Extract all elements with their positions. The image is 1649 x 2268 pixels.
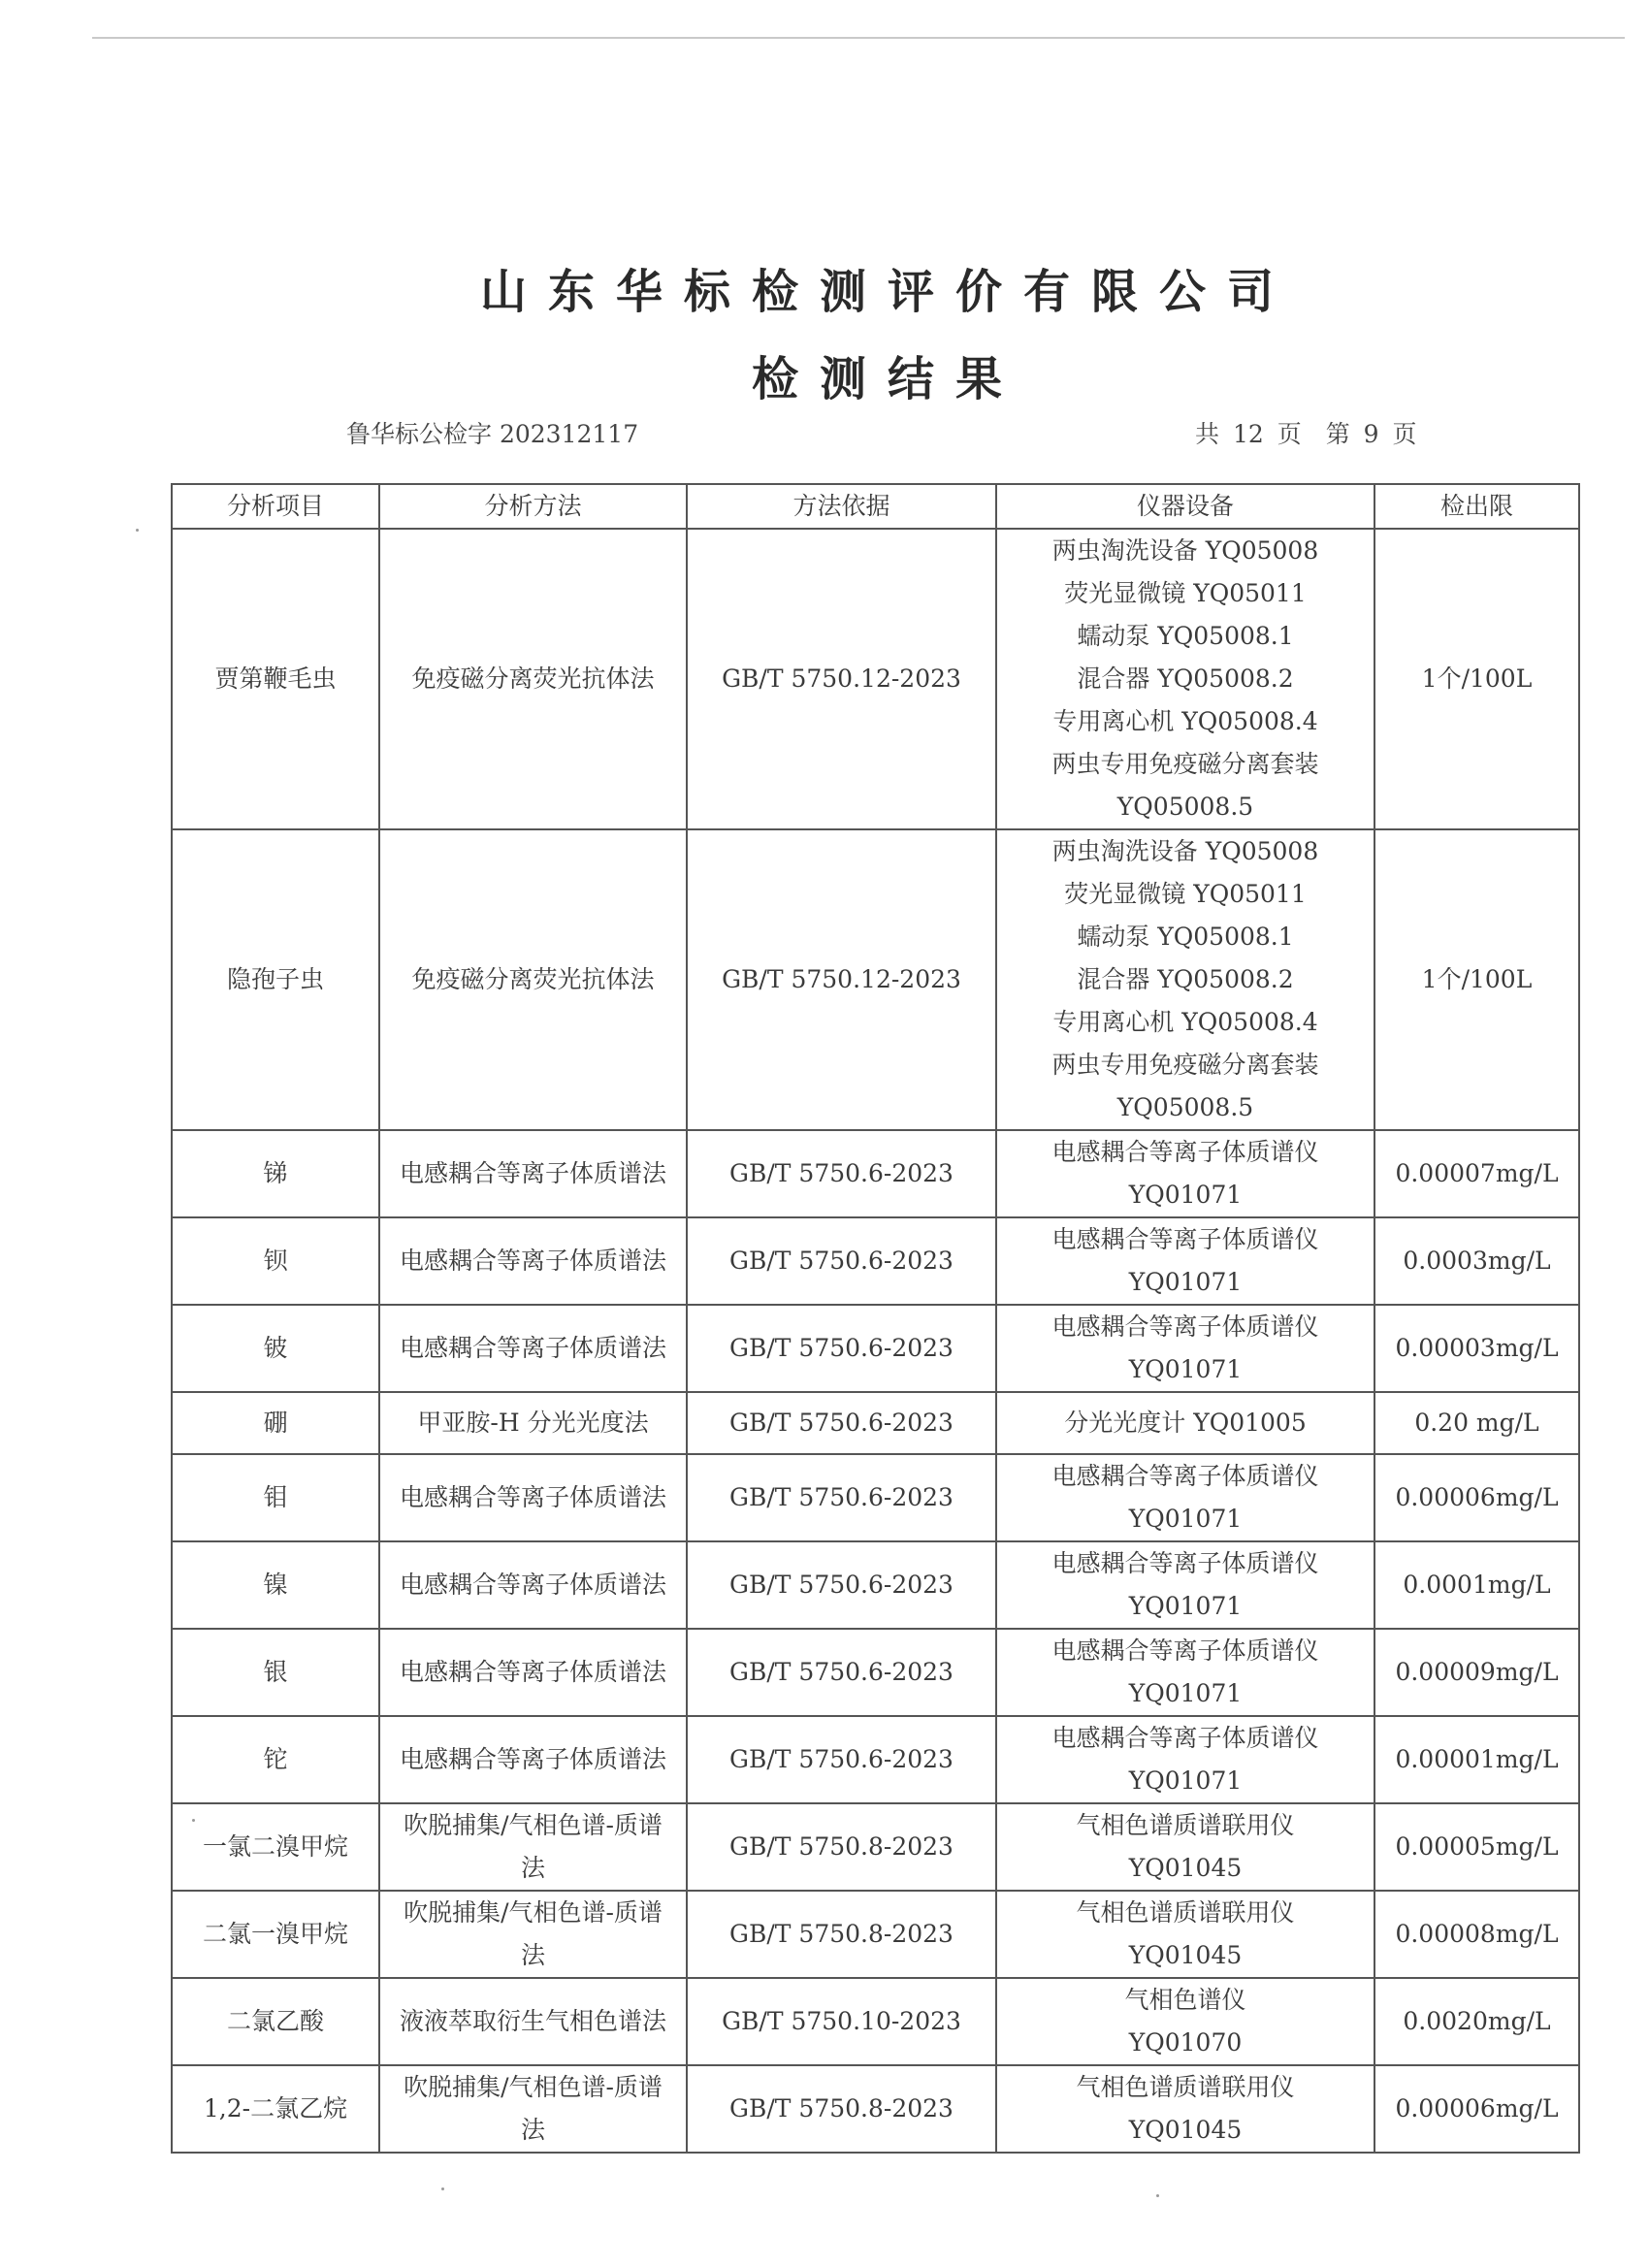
cell-item: 硼 [172,1392,379,1454]
header-item: 分析项目 [172,484,379,529]
table-row [172,1716,1579,1803]
cell-item: 贾第鞭毛虫 [172,529,379,829]
cell-item: 银 [172,1629,379,1716]
equipment-line: 蠕动泵 YQ05008.1 [1077,622,1294,650]
equipment-line: 专用离心机 YQ05008.4 [1052,1008,1318,1036]
equipment-line: YQ01045 [1128,2116,1243,2144]
equipment-line: YQ05008.5 [1116,1093,1254,1121]
equipment-line: YQ05008.5 [1116,793,1254,821]
equipment-line: 气相色谱仪 [1124,1986,1246,2014]
cell-method: 甲亚胺-H 分光光度法 [379,1392,687,1454]
cell-basis: GB/T 5750.8-2023 [687,1803,996,1891]
table-row [172,1978,1579,2065]
cell-limit: 0.00006mg/L [1374,2065,1579,2153]
equipment-line: 两虫专用免疫磁分离套装 [1051,750,1319,778]
cell-method: 免疫磁分离荧光抗体法 [379,529,687,829]
cell-limit: 0.00009mg/L [1374,1629,1579,1716]
equipment-line: 电感耦合等离子体质谱仪 [1051,1549,1319,1577]
equipment-line: YQ01071 [1128,1592,1243,1620]
cell-method: 电感耦合等离子体质谱法 [379,1217,687,1305]
table-body [172,529,1579,2153]
cell-limit: 0.0020mg/L [1374,1978,1579,2065]
table-row [172,1803,1579,1891]
equipment-line: 电感耦合等离子体质谱仪 [1051,1312,1319,1341]
equipment-line: YQ01071 [1128,1355,1243,1383]
top-rule [92,37,1625,39]
cell-limit: 1个/100L [1374,829,1579,1130]
equipment-line: YQ01045 [1128,1854,1243,1882]
cell-method: 吹脱捕集/气相色谱-质谱法 [379,2065,687,2153]
cell-item: 钼 [172,1454,379,1541]
equipment-line: YQ01045 [1128,1941,1243,1969]
equipment-line: 气相色谱质谱联用仪 [1076,2073,1295,2101]
equipment-line: 荧光显微镜 YQ05011 [1064,880,1307,908]
equipment-line: 混合器 YQ05008.2 [1077,664,1294,693]
cell-method: 免疫磁分离荧光抗体法 [379,829,687,1130]
equipment-line: 专用离心机 YQ05008.4 [1052,707,1318,735]
results-table [171,483,1580,2154]
cell-basis: GB/T 5750.6-2023 [687,1716,996,1803]
header-equipment: 仪器设备 [996,484,1374,529]
scan-speck [441,2187,444,2190]
cell-item: 二氯乙酸 [172,1978,379,2065]
cell-method: 电感耦合等离子体质谱法 [379,1305,687,1392]
cell-equipment [996,1217,1374,1305]
cell-item: 铍 [172,1305,379,1392]
cell-equipment [996,1392,1374,1454]
document-title: 检测结果 [751,352,1023,406]
table-row [172,1454,1579,1541]
cell-basis: GB/T 5750.6-2023 [687,1454,996,1541]
cell-item: 锑 [172,1130,379,1217]
scan-speck [192,1819,195,1822]
cell-equipment [996,1716,1374,1803]
cell-limit: 1个/100L [1374,529,1579,829]
cell-limit: 0.00001mg/L [1374,1716,1579,1803]
header-basis: 方法依据 [687,484,996,529]
cell-equipment [996,1891,1374,1978]
cell-limit: 0.00003mg/L [1374,1305,1579,1392]
equipment-line: YQ01070 [1128,2028,1243,2057]
cell-basis: GB/T 5750.12-2023 [687,529,996,829]
cell-basis: GB/T 5750.6-2023 [687,1392,996,1454]
cell-item: 隐孢子虫 [172,829,379,1130]
cell-basis: GB/T 5750.6-2023 [687,1541,996,1629]
equipment-line: YQ01071 [1128,1181,1243,1209]
cell-item: 一氯二溴甲烷 [172,1803,379,1891]
table-row [172,829,1579,1130]
equipment-line: 分光光度计 YQ01005 [1064,1409,1307,1437]
cell-method: 电感耦合等离子体质谱法 [379,1716,687,1803]
cell-item: 二氯一溴甲烷 [172,1891,379,1978]
cell-method: 吹脱捕集/气相色谱-质谱法 [379,1803,687,1891]
cell-basis: GB/T 5750.8-2023 [687,1891,996,1978]
equipment-line: YQ01071 [1128,1679,1243,1707]
cell-equipment [996,1978,1374,2065]
cell-equipment [996,1541,1374,1629]
equipment-line: YQ01071 [1128,1268,1243,1296]
equipment-line: YQ01071 [1128,1505,1243,1533]
cell-item: 钡 [172,1217,379,1305]
equipment-line: 两虫淘洗设备 YQ05008 [1051,837,1319,865]
table-row [172,1305,1579,1392]
cell-limit: 0.0001mg/L [1374,1541,1579,1629]
cell-limit: 0.20 mg/L [1374,1392,1579,1454]
table-row [172,2065,1579,2153]
equipment-line: 混合器 YQ05008.2 [1077,965,1294,993]
cell-equipment [996,1130,1374,1217]
cell-basis: GB/T 5750.12-2023 [687,829,996,1130]
cell-limit: 0.00008mg/L [1374,1891,1579,1978]
equipment-line: 两虫淘洗设备 YQ05008 [1051,536,1319,565]
equipment-line: YQ01071 [1128,1766,1243,1795]
cell-method: 液液萃取衍生气相色谱法 [379,1978,687,2065]
scan-speck [136,529,139,532]
cell-limit: 0.00006mg/L [1374,1454,1579,1541]
cell-basis: GB/T 5750.8-2023 [687,2065,996,2153]
table-row [172,1541,1579,1629]
equipment-line: 荧光显微镜 YQ05011 [1064,579,1307,607]
cell-limit: 0.00005mg/L [1374,1803,1579,1891]
cell-equipment [996,529,1374,829]
equipment-line: 两虫专用免疫磁分离套装 [1051,1051,1319,1079]
cell-equipment [996,1454,1374,1541]
cell-basis: GB/T 5750.6-2023 [687,1130,996,1217]
company-name: 山东华标检测评价有限公司 [479,265,1295,319]
cell-basis: GB/T 5750.6-2023 [687,1305,996,1392]
table-row [172,1392,1579,1454]
cell-basis: GB/T 5750.6-2023 [687,1629,996,1716]
equipment-line: 电感耦合等离子体质谱仪 [1051,1462,1319,1490]
cell-equipment [996,829,1374,1130]
table-row [172,1891,1579,1978]
cell-method: 电感耦合等离子体质谱法 [379,1541,687,1629]
cell-item: 铊 [172,1716,379,1803]
header-method: 分析方法 [379,484,687,529]
report-number: 鲁华标公检字 202312117 [346,420,639,448]
cell-basis: GB/T 5750.6-2023 [687,1217,996,1305]
cell-equipment [996,2065,1374,2153]
cell-equipment [996,1305,1374,1392]
cell-basis: GB/T 5750.10-2023 [687,1978,996,2065]
header-limit: 检出限 [1374,484,1579,529]
cell-equipment [996,1803,1374,1891]
table-row [172,529,1579,829]
equipment-line: 电感耦合等离子体质谱仪 [1051,1636,1319,1665]
cell-method: 电感耦合等离子体质谱法 [379,1629,687,1716]
scan-speck [1156,2194,1159,2197]
table-header-row [172,484,1579,529]
cell-equipment [996,1629,1374,1716]
cell-method: 电感耦合等离子体质谱法 [379,1454,687,1541]
cell-item: 1,2-二氯乙烷 [172,2065,379,2153]
equipment-line: 气相色谱质谱联用仪 [1076,1898,1295,1927]
cell-limit: 0.0003mg/L [1374,1217,1579,1305]
cell-item: 镍 [172,1541,379,1629]
page-info: 共 12 页 第 9 页 [1195,420,1417,448]
equipment-line: 电感耦合等离子体质谱仪 [1051,1138,1319,1166]
table-row [172,1130,1579,1217]
cell-method: 电感耦合等离子体质谱法 [379,1130,687,1217]
equipment-line: 蠕动泵 YQ05008.1 [1077,923,1294,951]
cell-limit: 0.00007mg/L [1374,1130,1579,1217]
cell-method: 吹脱捕集/气相色谱-质谱法 [379,1891,687,1978]
equipment-line: 气相色谱质谱联用仪 [1076,1811,1295,1839]
equipment-line: 电感耦合等离子体质谱仪 [1051,1724,1319,1752]
table-row [172,1629,1579,1716]
table-row [172,1217,1579,1305]
equipment-line: 电感耦合等离子体质谱仪 [1051,1225,1319,1253]
